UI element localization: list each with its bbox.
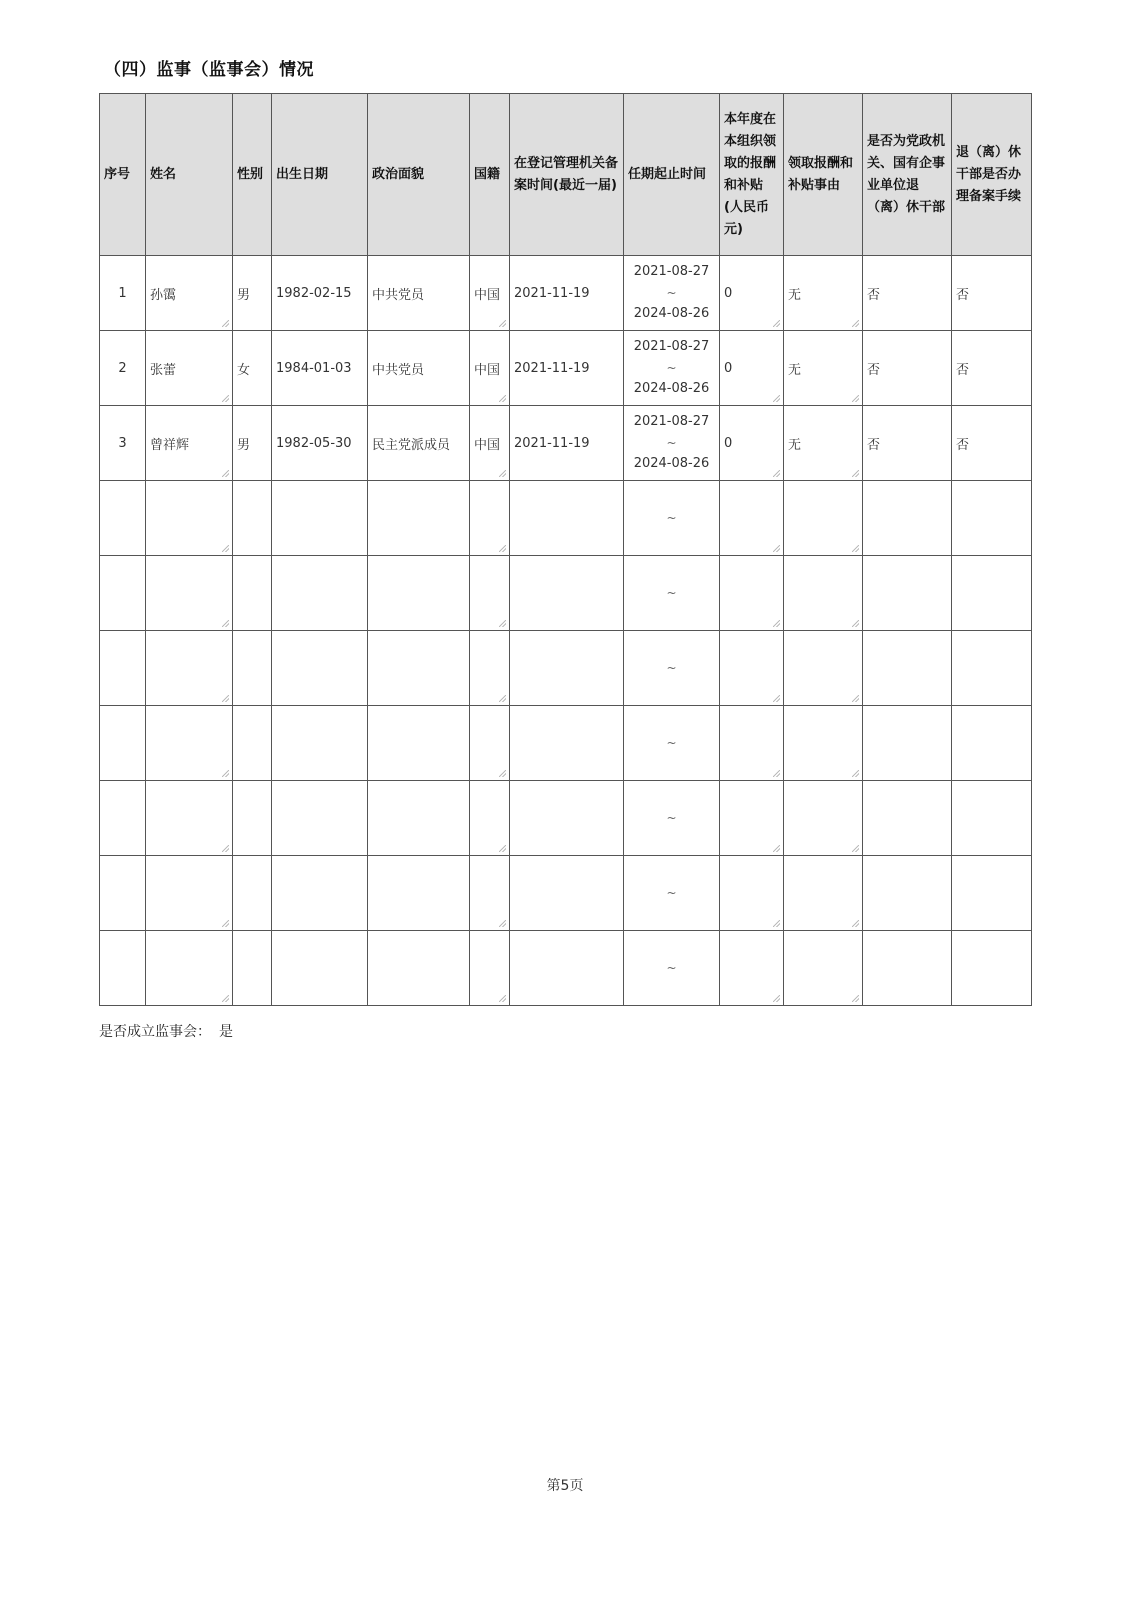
cell-filed xyxy=(952,856,1032,931)
cell-pay[interactable] xyxy=(720,331,784,406)
cell-retired xyxy=(863,931,952,1006)
cell-pay[interactable] xyxy=(720,256,784,331)
cell-birth xyxy=(272,781,368,856)
cell-term xyxy=(624,856,720,931)
header-filed: 退（离）休干部是否办理备案手续 xyxy=(952,94,1032,256)
cell-name[interactable] xyxy=(146,556,233,631)
term-end: 2024-08-26 xyxy=(633,381,710,396)
term-separator: ~ xyxy=(666,736,677,750)
cell-birth: 1984-01-03 xyxy=(272,331,368,406)
cell-term xyxy=(624,556,720,631)
cell-filed xyxy=(952,931,1032,1006)
footnote-value: 是 xyxy=(219,1024,233,1040)
cell-name[interactable] xyxy=(146,481,233,556)
cell-filed xyxy=(952,781,1032,856)
cell-pay-text: 0 xyxy=(724,435,733,451)
cell-birth xyxy=(272,856,368,931)
cell-reason[interactable] xyxy=(784,256,863,331)
cell-no xyxy=(100,481,146,556)
term-start: 2021-08-27 xyxy=(633,414,710,429)
supervisor-table xyxy=(99,93,1032,1006)
cell-reason-text: 无 xyxy=(788,437,802,453)
cell-gender xyxy=(233,481,272,556)
resize-grip-icon[interactable] xyxy=(499,695,506,702)
cell-term xyxy=(624,706,720,781)
cell-political: 中共党员 xyxy=(368,331,470,406)
cell-name[interactable] xyxy=(146,706,233,781)
resize-grip-icon[interactable] xyxy=(773,845,780,852)
table-row xyxy=(100,856,1032,931)
cell-pay[interactable] xyxy=(720,856,784,931)
cell-political xyxy=(368,856,470,931)
header-filing-date: 在登记管理机关备案时间(最近一届) xyxy=(510,94,624,256)
term-separator: ~ xyxy=(666,886,677,900)
cell-political xyxy=(368,481,470,556)
cell-nationality[interactable] xyxy=(470,706,510,781)
cell-filing-date: 2021-11-19 xyxy=(510,406,624,481)
resize-grip-icon[interactable] xyxy=(222,920,229,927)
cell-no: 3 xyxy=(100,406,146,481)
term-separator: ~ xyxy=(666,811,677,825)
cell-term xyxy=(624,781,720,856)
header-no: 序号 xyxy=(100,94,146,256)
resize-grip-icon[interactable] xyxy=(773,695,780,702)
cell-name[interactable] xyxy=(146,631,233,706)
cell-pay[interactable] xyxy=(720,481,784,556)
cell-filed xyxy=(952,631,1032,706)
cell-name[interactable] xyxy=(146,931,233,1006)
cell-no xyxy=(100,931,146,1006)
resize-grip-icon[interactable] xyxy=(222,395,229,402)
header-political: 政治面貌 xyxy=(368,94,470,256)
cell-reason-text: 无 xyxy=(788,287,802,303)
cell-political xyxy=(368,931,470,1006)
cell-reason[interactable] xyxy=(784,706,863,781)
resize-grip-icon[interactable] xyxy=(852,395,859,402)
cell-nationality[interactable] xyxy=(470,856,510,931)
header-pay: 本年度在本组织领取的报酬和补贴(人民币元) xyxy=(720,94,784,256)
cell-term xyxy=(624,931,720,1006)
cell-pay[interactable] xyxy=(720,631,784,706)
resize-grip-icon[interactable] xyxy=(852,995,859,1002)
cell-nationality-text: 中国 xyxy=(474,437,501,453)
resize-grip-icon[interactable] xyxy=(222,995,229,1002)
cell-gender xyxy=(233,706,272,781)
cell-no xyxy=(100,631,146,706)
resize-grip-icon[interactable] xyxy=(852,545,859,552)
cell-name[interactable] xyxy=(146,406,233,481)
resize-grip-icon[interactable] xyxy=(499,320,506,327)
resize-grip-icon[interactable] xyxy=(852,845,859,852)
cell-pay[interactable] xyxy=(720,931,784,1006)
resize-grip-icon[interactable] xyxy=(499,995,506,1002)
cell-political xyxy=(368,781,470,856)
header-term: 任期起止时间 xyxy=(624,94,720,256)
cell-reason[interactable] xyxy=(784,481,863,556)
cell-gender: 女 xyxy=(233,331,272,406)
cell-no: 1 xyxy=(100,256,146,331)
cell-term xyxy=(624,631,720,706)
cell-nationality[interactable] xyxy=(470,781,510,856)
resize-grip-icon[interactable] xyxy=(499,620,506,627)
cell-name[interactable] xyxy=(146,856,233,931)
cell-filed: 否 xyxy=(952,406,1032,481)
cell-filing-date xyxy=(510,631,624,706)
cell-name-text: 张蕾 xyxy=(150,362,177,378)
resize-grip-icon[interactable] xyxy=(222,695,229,702)
table-row xyxy=(100,256,1032,331)
cell-reason[interactable] xyxy=(784,781,863,856)
cell-term xyxy=(624,481,720,556)
cell-gender xyxy=(233,631,272,706)
table-row xyxy=(100,931,1032,1006)
term-separator: ~ xyxy=(666,511,677,525)
resize-grip-icon[interactable] xyxy=(773,995,780,1002)
cell-name[interactable] xyxy=(146,781,233,856)
supervisory-board-established xyxy=(99,1021,233,1041)
cell-pay[interactable] xyxy=(720,781,784,856)
resize-grip-icon[interactable] xyxy=(773,470,780,477)
header-birth: 出生日期 xyxy=(272,94,368,256)
header-gender: 性别 xyxy=(233,94,272,256)
cell-political: 中共党员 xyxy=(368,256,470,331)
cell-birth xyxy=(272,631,368,706)
cell-nationality[interactable] xyxy=(470,256,510,331)
cell-pay-text: 0 xyxy=(724,285,733,301)
cell-retired xyxy=(863,706,952,781)
resize-grip-icon[interactable] xyxy=(222,470,229,477)
cell-no: 2 xyxy=(100,331,146,406)
table-row xyxy=(100,556,1032,631)
term-separator: ~ xyxy=(666,661,677,675)
cell-gender xyxy=(233,931,272,1006)
section-title: （四）监事（监事会）情况 xyxy=(104,60,314,80)
header-name: 姓名 xyxy=(146,94,233,256)
term-end: 2024-08-26 xyxy=(633,456,710,471)
cell-retired xyxy=(863,481,952,556)
cell-gender xyxy=(233,781,272,856)
resize-grip-icon[interactable] xyxy=(852,320,859,327)
header-retired: 是否为党政机关、国有企事业单位退（离）休干部 xyxy=(863,94,952,256)
cell-political xyxy=(368,556,470,631)
term-end: 2024-08-26 xyxy=(633,306,710,321)
term-separator: ~ xyxy=(666,586,677,600)
cell-gender: 男 xyxy=(233,406,272,481)
cell-reason[interactable] xyxy=(784,856,863,931)
cell-filed: 否 xyxy=(952,331,1032,406)
cell-no xyxy=(100,706,146,781)
cell-reason-text: 无 xyxy=(788,362,802,378)
cell-filed xyxy=(952,481,1032,556)
cell-gender xyxy=(233,556,272,631)
cell-nationality[interactable] xyxy=(470,931,510,1006)
cell-filed: 否 xyxy=(952,256,1032,331)
resize-grip-icon[interactable] xyxy=(773,395,780,402)
table-row xyxy=(100,481,1032,556)
cell-filing-date: 2021-11-19 xyxy=(510,256,624,331)
cell-name-text: 曾祥辉 xyxy=(150,437,190,453)
cell-retired xyxy=(863,781,952,856)
cell-no xyxy=(100,556,146,631)
cell-no xyxy=(100,781,146,856)
resize-grip-icon[interactable] xyxy=(852,770,859,777)
cell-reason[interactable] xyxy=(784,556,863,631)
cell-pay[interactable] xyxy=(720,406,784,481)
page-number: 第5页 xyxy=(546,1478,584,1494)
cell-term xyxy=(624,331,720,406)
cell-filing-date xyxy=(510,706,624,781)
cell-birth xyxy=(272,481,368,556)
resize-grip-icon[interactable] xyxy=(222,545,229,552)
resize-grip-icon[interactable] xyxy=(852,620,859,627)
table-row xyxy=(100,781,1032,856)
cell-pay[interactable] xyxy=(720,556,784,631)
cell-pay-text: 0 xyxy=(724,360,733,376)
table-row xyxy=(100,331,1032,406)
resize-grip-icon[interactable] xyxy=(773,620,780,627)
cell-retired xyxy=(863,631,952,706)
footnote-label: 是否成立监事会： xyxy=(99,1024,211,1040)
cell-term xyxy=(624,256,720,331)
resize-grip-icon[interactable] xyxy=(222,770,229,777)
cell-political: 民主党派成员 xyxy=(368,406,470,481)
cell-reason[interactable] xyxy=(784,931,863,1006)
resize-grip-icon[interactable] xyxy=(499,845,506,852)
table-row xyxy=(100,406,1032,481)
cell-birth: 1982-02-15 xyxy=(272,256,368,331)
cell-reason[interactable] xyxy=(784,631,863,706)
term-start: 2021-08-27 xyxy=(633,339,710,354)
cell-filing-date xyxy=(510,781,624,856)
cell-name[interactable] xyxy=(146,256,233,331)
cell-birth: 1982-05-30 xyxy=(272,406,368,481)
cell-reason[interactable] xyxy=(784,331,863,406)
header-nationality: 国籍 xyxy=(470,94,510,256)
resize-grip-icon[interactable] xyxy=(773,320,780,327)
cell-nationality[interactable] xyxy=(470,331,510,406)
cell-nationality-text: 中国 xyxy=(474,287,501,303)
cell-filing-date xyxy=(510,556,624,631)
resize-grip-icon[interactable] xyxy=(222,845,229,852)
term-separator: ~ xyxy=(666,436,677,450)
cell-retired: 否 xyxy=(863,406,952,481)
cell-retired xyxy=(863,556,952,631)
resize-grip-icon[interactable] xyxy=(773,545,780,552)
header-reason: 领取报酬和补贴事由 xyxy=(784,94,863,256)
cell-pay[interactable] xyxy=(720,706,784,781)
cell-filed xyxy=(952,556,1032,631)
cell-political xyxy=(368,631,470,706)
cell-birth xyxy=(272,556,368,631)
term-separator: ~ xyxy=(666,961,677,975)
cell-nationality[interactable] xyxy=(470,631,510,706)
cell-filed xyxy=(952,706,1032,781)
resize-grip-icon[interactable] xyxy=(499,395,506,402)
resize-grip-icon[interactable] xyxy=(852,920,859,927)
header-row xyxy=(100,94,1032,256)
cell-term xyxy=(624,406,720,481)
cell-nationality-text: 中国 xyxy=(474,362,501,378)
cell-nationality[interactable] xyxy=(470,406,510,481)
cell-political xyxy=(368,706,470,781)
cell-nationality[interactable] xyxy=(470,481,510,556)
cell-retired xyxy=(863,856,952,931)
table-row xyxy=(100,706,1032,781)
term-separator: ~ xyxy=(666,361,677,375)
term-separator: ~ xyxy=(666,286,677,300)
cell-birth xyxy=(272,931,368,1006)
cell-filing-date xyxy=(510,481,624,556)
resize-grip-icon[interactable] xyxy=(499,770,506,777)
term-start: 2021-08-27 xyxy=(633,264,710,279)
resize-grip-icon[interactable] xyxy=(222,620,229,627)
cell-filing-date: 2021-11-19 xyxy=(510,331,624,406)
cell-gender xyxy=(233,856,272,931)
resize-grip-icon[interactable] xyxy=(773,920,780,927)
cell-name-text: 孙霭 xyxy=(150,287,177,303)
cell-filing-date xyxy=(510,931,624,1006)
cell-name[interactable] xyxy=(146,331,233,406)
cell-filing-date xyxy=(510,856,624,931)
resize-grip-icon[interactable] xyxy=(773,770,780,777)
resize-grip-icon[interactable] xyxy=(499,470,506,477)
cell-gender: 男 xyxy=(233,256,272,331)
resize-grip-icon[interactable] xyxy=(499,920,506,927)
table-row xyxy=(100,631,1032,706)
resize-grip-icon[interactable] xyxy=(852,695,859,702)
resize-grip-icon[interactable] xyxy=(852,470,859,477)
cell-nationality[interactable] xyxy=(470,556,510,631)
cell-reason[interactable] xyxy=(784,406,863,481)
resize-grip-icon[interactable] xyxy=(499,545,506,552)
cell-retired: 否 xyxy=(863,331,952,406)
cell-retired: 否 xyxy=(863,256,952,331)
cell-birth xyxy=(272,706,368,781)
cell-no xyxy=(100,856,146,931)
resize-grip-icon[interactable] xyxy=(222,320,229,327)
